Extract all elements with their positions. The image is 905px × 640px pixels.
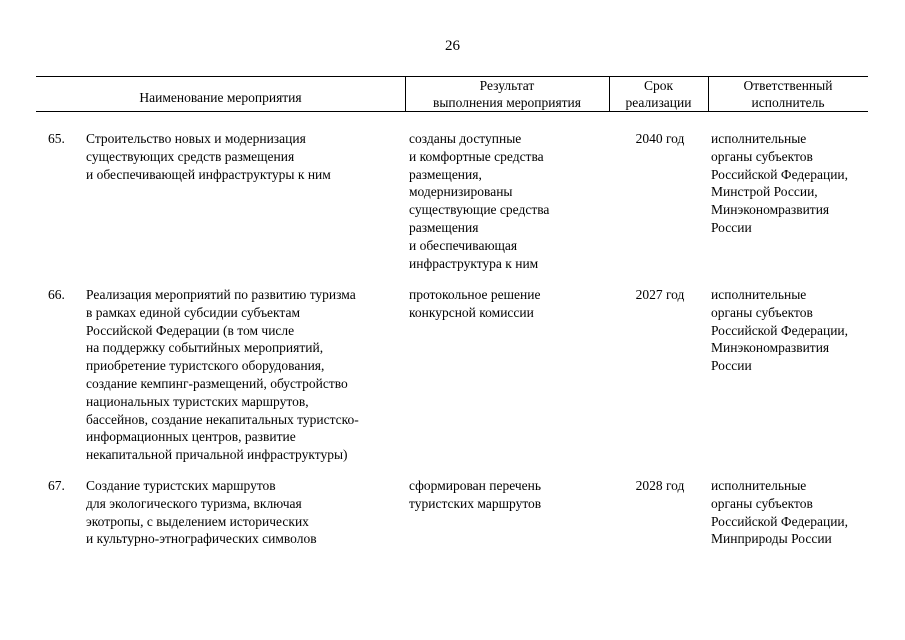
row-responsible: исполнительные органы субъектов Российской Федерации, Минстрой России, Минэкономразвития России bbox=[711, 131, 849, 235]
header-responsible-line1: Ответственный bbox=[743, 77, 833, 93]
row-name: Реализация мероприятий по развитию туризма в рамках единой субсидии субъектам Российской Федерации (в том числе на поддержку событийных мероприятий, приобретение туристского оборудования, создание кемпинг-размещений, обустройство национальных туристских маршрутов, бассейнов, создание некапитальных туристско- информационных центров, развитие некапитальной причальной инфраструктуры) bbox=[86, 287, 359, 463]
row-term: 2040 год bbox=[635, 131, 685, 146]
header-result-line2: выполнения мероприятия bbox=[432, 94, 581, 110]
row-responsible: исполнительные органы субъектов Российской Федерации, Минэкономразвития России bbox=[711, 287, 849, 374]
row-result: созданы доступные и комфортные средства размещения, модернизированы существующие средства размещения и обеспечивающая инфраструктура к ним bbox=[409, 131, 550, 271]
header-term-line1: Срок bbox=[643, 77, 674, 93]
header-responsible bbox=[708, 76, 868, 111]
table-header-bottom-rule bbox=[36, 111, 868, 112]
row-name: Строительство новых и модернизация существующих средств размещения и обеспечивающей инфраструктуры к ним bbox=[86, 131, 331, 182]
header-term bbox=[609, 76, 708, 111]
header-name-label: Наименование мероприятия bbox=[139, 90, 302, 105]
row-number: 67. bbox=[48, 478, 65, 493]
row-result: протокольное решение конкурсной комиссии bbox=[409, 287, 541, 320]
row-term: 2028 год bbox=[635, 478, 685, 493]
row-name: Создание туристских маршрутов для экологического туризма, включая экотропы, с выделением исторических и культурно-этнографических символов bbox=[86, 478, 317, 547]
row-number: 66. bbox=[48, 287, 65, 302]
header-result-line1: Результат bbox=[479, 77, 535, 93]
header-result bbox=[405, 76, 609, 111]
row-result: сформирован перечень туристских маршрутов bbox=[409, 478, 542, 511]
header-responsible-line2: исполнитель bbox=[751, 94, 825, 110]
header-term-line2: реализации bbox=[625, 94, 692, 110]
page-number: 26 bbox=[445, 38, 460, 54]
row-term: 2027 год bbox=[635, 287, 685, 302]
row-responsible: исполнительные органы субъектов Российской Федерации, Минприроды России bbox=[711, 478, 849, 547]
row-number: 65. bbox=[48, 131, 65, 146]
header-name bbox=[36, 76, 405, 111]
